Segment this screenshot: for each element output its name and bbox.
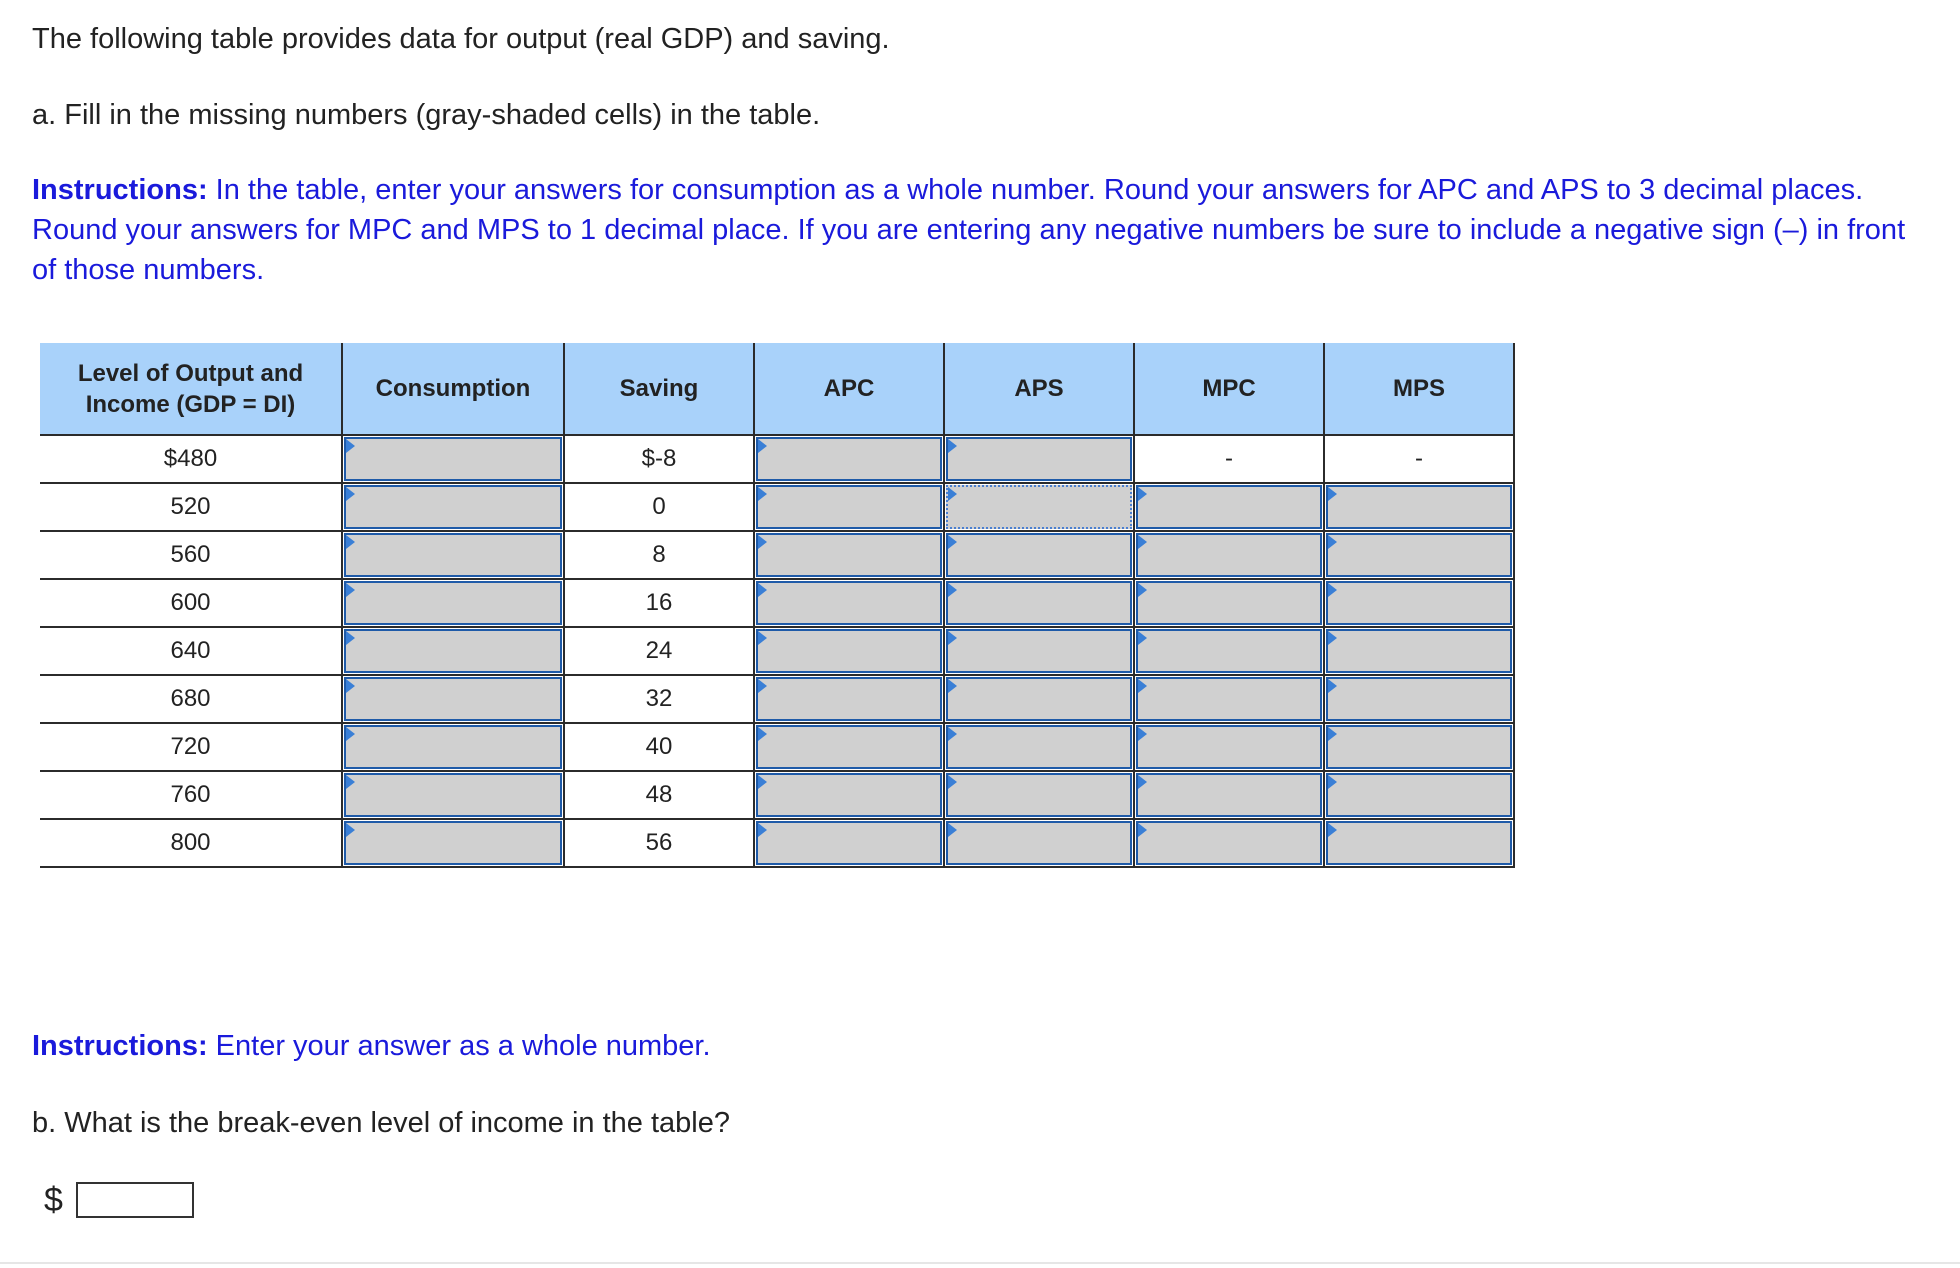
table-row xyxy=(40,723,1514,771)
cell-saving: $-8 xyxy=(564,435,754,483)
mpc-input[interactable] xyxy=(1136,533,1322,577)
cell-apc xyxy=(754,531,944,579)
table-row xyxy=(40,771,1514,819)
cell-saving: 8 xyxy=(564,531,754,579)
cell-saving: 48 xyxy=(564,771,754,819)
mpc-input[interactable] xyxy=(1136,677,1322,721)
cell-gdp: 640 xyxy=(40,627,342,675)
part-b-prompt: b. What is the break-even level of income in the table? xyxy=(32,1107,730,1139)
cell-consumption xyxy=(342,483,564,531)
table-row xyxy=(40,483,1514,531)
consumption-input[interactable] xyxy=(344,437,562,481)
instructions-label: Instructions: xyxy=(32,1030,208,1062)
aps-input[interactable] xyxy=(946,581,1132,625)
header-saving: Saving xyxy=(564,343,754,435)
break-even-input[interactable] xyxy=(76,1182,194,1218)
cell-apc xyxy=(754,435,944,483)
cell-gdp: 760 xyxy=(40,771,342,819)
table-row xyxy=(40,819,1514,867)
mpc-input[interactable] xyxy=(1136,821,1322,865)
table-row xyxy=(40,627,1514,675)
apc-input[interactable] xyxy=(756,629,942,673)
consumption-input[interactable] xyxy=(344,821,562,865)
currency-symbol: $ xyxy=(44,1181,63,1219)
cell-consumption xyxy=(342,435,564,483)
cell-mpc xyxy=(1134,771,1324,819)
cell-apc xyxy=(754,771,944,819)
instructions-label: Instructions: xyxy=(32,174,208,206)
cell-mpc xyxy=(1134,675,1324,723)
cell-mpc xyxy=(1134,819,1324,867)
cell-mpc xyxy=(1134,723,1324,771)
apc-input[interactable] xyxy=(756,581,942,625)
cell-gdp: 680 xyxy=(40,675,342,723)
cell-mps xyxy=(1324,723,1514,771)
part-a-prompt: a. Fill in the missing numbers (gray-shaded cells) in the table. xyxy=(32,99,821,131)
consumption-input[interactable] xyxy=(344,533,562,577)
aps-input[interactable] xyxy=(946,677,1132,721)
question-intro: The following table provides data for output (real GDP) and saving. xyxy=(32,23,890,55)
cell-mpc: - xyxy=(1134,435,1324,483)
mps-input[interactable] xyxy=(1326,677,1512,721)
table-row xyxy=(40,675,1514,723)
apc-input[interactable] xyxy=(756,677,942,721)
aps-input[interactable] xyxy=(946,485,1132,529)
cell-aps xyxy=(944,435,1134,483)
apc-input[interactable] xyxy=(756,725,942,769)
apc-input[interactable] xyxy=(756,437,942,481)
table-row xyxy=(40,435,1514,483)
apc-input[interactable] xyxy=(756,533,942,577)
cell-mps xyxy=(1324,627,1514,675)
cell-saving: 24 xyxy=(564,627,754,675)
cell-consumption xyxy=(342,531,564,579)
apc-input[interactable] xyxy=(756,773,942,817)
cell-aps xyxy=(944,579,1134,627)
consumption-input[interactable] xyxy=(344,773,562,817)
cell-saving: 56 xyxy=(564,819,754,867)
cell-aps xyxy=(944,531,1134,579)
mps-input[interactable] xyxy=(1326,581,1512,625)
header-consumption: Consumption xyxy=(342,343,564,435)
cell-aps xyxy=(944,627,1134,675)
cell-aps xyxy=(944,771,1134,819)
cell-mpc xyxy=(1134,531,1324,579)
mpc-input[interactable] xyxy=(1136,725,1322,769)
header-mpc: MPC xyxy=(1134,343,1324,435)
cell-consumption xyxy=(342,579,564,627)
cell-gdp: 800 xyxy=(40,819,342,867)
table-body xyxy=(40,435,1514,867)
cell-consumption xyxy=(342,675,564,723)
mpc-input[interactable] xyxy=(1136,581,1322,625)
data-table xyxy=(40,343,1515,868)
aps-input[interactable] xyxy=(946,533,1132,577)
cell-apc xyxy=(754,627,944,675)
apc-input[interactable] xyxy=(756,485,942,529)
consumption-input[interactable] xyxy=(344,677,562,721)
cell-gdp: 520 xyxy=(40,483,342,531)
instructions-a xyxy=(32,170,1912,290)
mps-input[interactable] xyxy=(1326,629,1512,673)
cell-saving: 0 xyxy=(564,483,754,531)
aps-input[interactable] xyxy=(946,725,1132,769)
cell-mps xyxy=(1324,483,1514,531)
aps-input[interactable] xyxy=(946,629,1132,673)
cell-consumption xyxy=(342,723,564,771)
cell-mps xyxy=(1324,579,1514,627)
aps-input[interactable] xyxy=(946,821,1132,865)
cell-aps xyxy=(944,723,1134,771)
cell-apc xyxy=(754,675,944,723)
mpc-input[interactable] xyxy=(1136,773,1322,817)
aps-input[interactable] xyxy=(946,437,1132,481)
cell-mpc xyxy=(1134,483,1324,531)
cell-saving: 32 xyxy=(564,675,754,723)
apc-input[interactable] xyxy=(756,821,942,865)
instructions-a-text: In the table, enter your answers for consumption as a whole number. Round your answers for APC and APS to 3 decimal places. Round your answers for MPC and MPS to 1 decimal place. If you are entering any negative numbers be sure to include a negative sign (–) in front of those numbers. xyxy=(32,174,1906,286)
cell-aps xyxy=(944,483,1134,531)
cell-mps xyxy=(1324,675,1514,723)
mps-input[interactable] xyxy=(1326,533,1512,577)
cell-consumption xyxy=(342,771,564,819)
cell-saving: 16 xyxy=(564,579,754,627)
bottom-divider xyxy=(0,1262,1960,1264)
table-row xyxy=(40,579,1514,627)
cell-gdp: 600 xyxy=(40,579,342,627)
instructions-b xyxy=(32,1026,711,1066)
aps-input[interactable] xyxy=(946,773,1132,817)
header-mps: MPS xyxy=(1324,343,1514,435)
cell-mps xyxy=(1324,531,1514,579)
mps-input[interactable] xyxy=(1326,725,1512,769)
cell-apc xyxy=(754,819,944,867)
cell-gdp: 560 xyxy=(40,531,342,579)
cell-mps xyxy=(1324,771,1514,819)
cell-mpc xyxy=(1134,579,1324,627)
header-gdp: Level of Output and Income (GDP = DI) xyxy=(40,343,342,435)
cell-saving: 40 xyxy=(564,723,754,771)
cell-apc xyxy=(754,483,944,531)
mpc-input[interactable] xyxy=(1136,485,1322,529)
cell-aps xyxy=(944,675,1134,723)
mps-input[interactable] xyxy=(1326,821,1512,865)
header-aps: APS xyxy=(944,343,1134,435)
header-apc: APC xyxy=(754,343,944,435)
consumption-input[interactable] xyxy=(344,629,562,673)
consumption-input[interactable] xyxy=(344,725,562,769)
table-row xyxy=(40,531,1514,579)
cell-consumption xyxy=(342,819,564,867)
instructions-b-text: Enter your answer as a whole number. xyxy=(207,1030,711,1062)
cell-apc xyxy=(754,579,944,627)
mpc-input[interactable] xyxy=(1136,629,1322,673)
cell-gdp: 720 xyxy=(40,723,342,771)
consumption-input[interactable] xyxy=(344,581,562,625)
table-header-row xyxy=(40,343,1514,435)
cell-mpc xyxy=(1134,627,1324,675)
cell-aps xyxy=(944,819,1134,867)
cell-mps: - xyxy=(1324,435,1514,483)
break-even-answer xyxy=(44,1178,194,1222)
consumption-input[interactable] xyxy=(344,485,562,529)
cell-consumption xyxy=(342,627,564,675)
cell-mps xyxy=(1324,819,1514,867)
cell-gdp: $480 xyxy=(40,435,342,483)
mps-input[interactable] xyxy=(1326,485,1512,529)
mps-input[interactable] xyxy=(1326,773,1512,817)
cell-apc xyxy=(754,723,944,771)
